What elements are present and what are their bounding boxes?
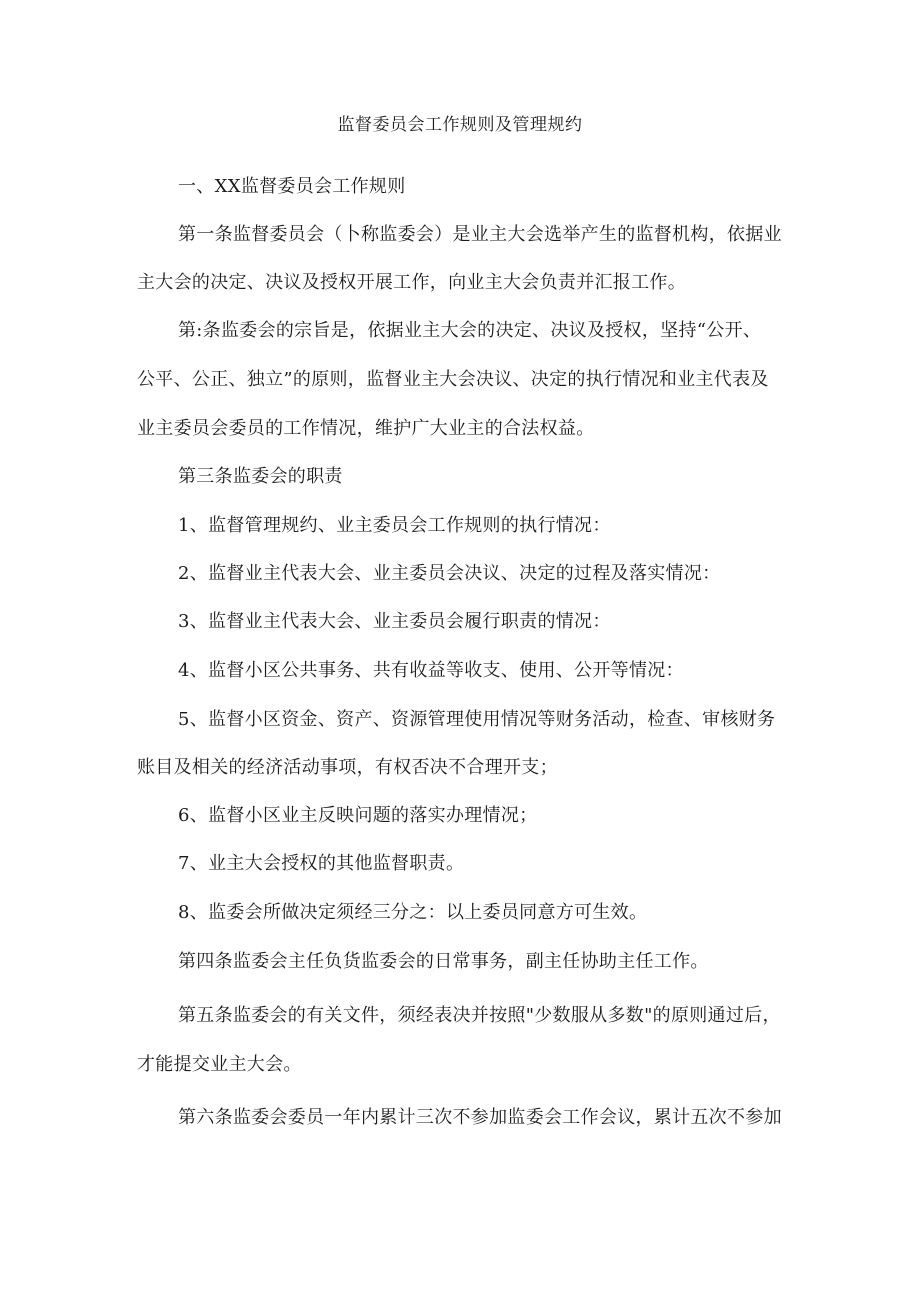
list-item: 4、监督小区公共事务、共有收益等收支、使用、公开等情况： [178,660,684,681]
list-item: 2、监督业主代表大会、业主委员会决议、决定的过程及落实情况： [178,563,721,584]
list-item-continuation: 账目及相关的经济活动事项，有权否决不合理开支； [137,757,558,778]
list-item: 1、监督管理规约、业主委员会工作规则的执行情况： [178,515,611,536]
list-item: 7、业主大会授权的其他监督职责。 [178,853,465,874]
paragraph-line: 才能提交业主大会。 [137,1054,302,1075]
paragraph-line: 主大会的决定、决议及授权开展工作，向业主大会负责并汇报工作。 [137,272,686,293]
paragraph-line: 第:条监委会的宗旨是，依据业主大会的决定、决议及授权，坚持“公开、 [178,320,762,341]
paragraph-line: 公平、公正、独立”的原则，监督业主大会决议、决定的执行情况和业主代表及 [137,369,769,390]
section-heading: 一、XX监督委员会工作规则 [178,176,406,197]
list-item: 3、监督业主代表大会、业主委员会履行职责的情况： [178,611,611,632]
paragraph-line: 第四条监委会主任负货监委会的日常事务，副主任协助主任工作。 [178,951,709,972]
paragraph-line: 第六条监委会委员一年内累计三次不参加监委会工作会议，累计五次不参加 [178,1107,782,1128]
paragraph-line: 第五条监委会的有关文件，须经表决并按照"少数服从多数"的原则通过后， [178,1005,781,1026]
paragraph-line: 第三条监委会的职责 [178,466,343,487]
paragraph-line: 业主委员会委员的工作情况，维护广大业主的合法权益。 [137,418,595,439]
list-item: 6、监督小区业主反映问题的落实办理情况； [178,805,538,826]
page-title: 监督委员会工作规则及管理规约 [337,115,583,135]
list-item: 8、监委会所做决定须经三分之：以上委员同意方可生效。 [178,902,648,923]
list-item: 5、监督小区资金、资产、资源管理使用情况等财务活动，检查、审核财务 [178,709,776,730]
paragraph-line: 第一条监督委员会（卜称监委会）是业主大会选举产生的监督机构，依据业 [178,224,782,245]
